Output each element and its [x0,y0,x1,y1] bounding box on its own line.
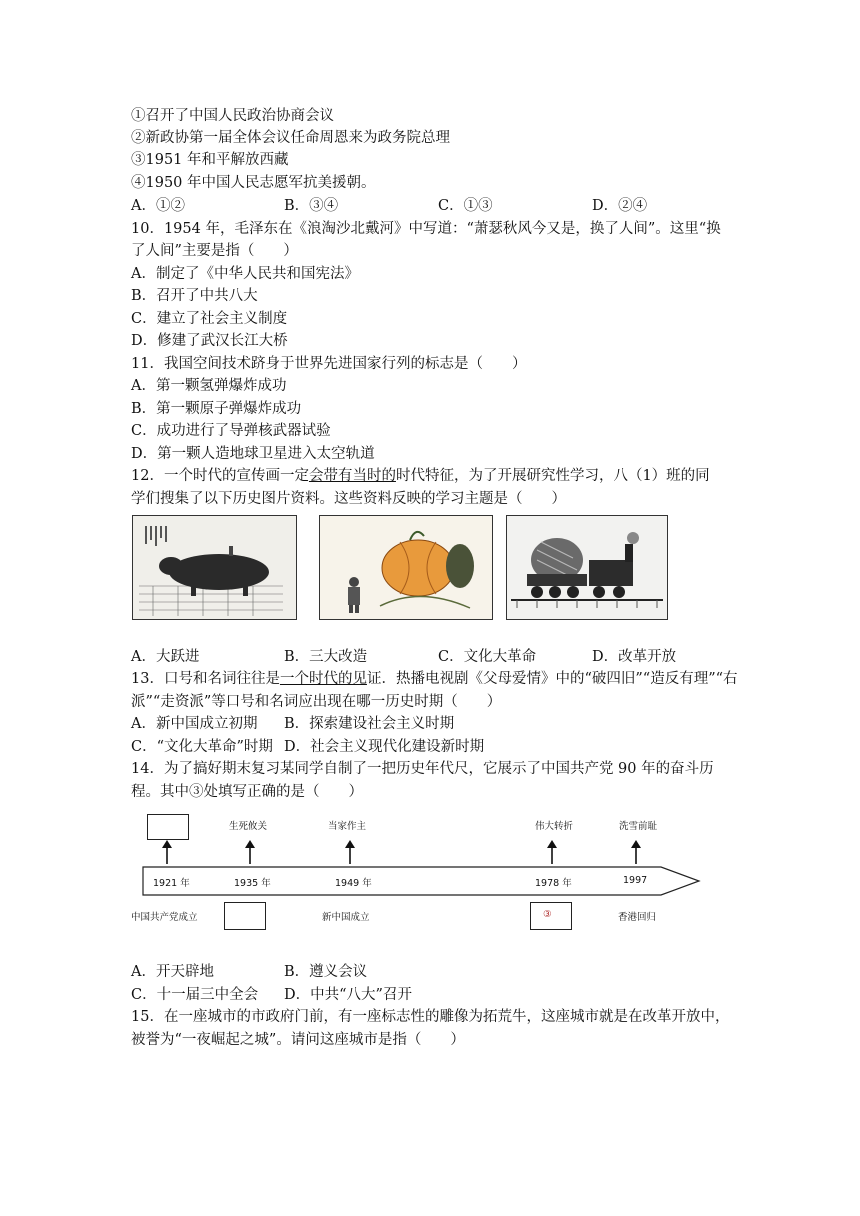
q14-stem-line2: 程。其中③处填写正确的是（ ） [131,784,363,800]
q12-option-d: D．改革开放 [592,649,677,665]
q13-stem-line1 [131,669,738,689]
propaganda-image-giant-pumpkin [319,515,493,620]
q10-option-d: D．修建了武汉长江大桥 [131,333,288,349]
q14-option-d: D．中共“八大”召开 [284,987,412,1003]
q10-stem-line1: 10．1954 年，毛泽东在《浪淘沙北戴河》中写道：“萧瑟秋风今又是，换了人间”。这里“换 [131,221,721,237]
timeline-marker-box-1978 [530,902,572,930]
timeline-arrow-graphic [131,812,701,932]
timeline-year-1978: 1978 年 [535,878,572,889]
q12-option-a: A．大跃进 [131,649,200,665]
q9-item-2: ②新政协第一届全体会议任命周恩来为政务院总理 [131,130,450,146]
q13-stem-post: 证．热播电视剧《父母爱情》中的“破四旧”“造反有理”“右 [366,671,738,687]
q11-option-a: A．第一颗氢弹爆炸成功 [131,378,287,394]
history-timeline [131,812,701,932]
timeline-bottom-label-1921: 中国共产党成立 [131,912,198,923]
q11-option-c: C．成功进行了导弹核武器试验 [131,423,331,439]
timeline-label-1978: 伟大转折 [535,821,574,832]
q9-item-1: ①召开了中国人民政治协商会议 [131,108,334,124]
q11-option-d: D．第一颗人造地球卫星进入太空轨道 [131,446,375,462]
q13-stem-line2: 派”“走资派”等口号和名词应出现在哪一历史时期（ ） [131,694,502,710]
q9-option-c: C．①③ [438,198,493,214]
q9-option-d: D．②④ [592,198,648,214]
q14-stem-line1: 14．为了搞好期末复习某同学自制了一把历史年代尺，它展示了中国共产党 90 年的奋斗历 [131,761,714,777]
timeline-blank-box-1935 [224,902,266,930]
q10-option-c: C．建立了社会主义制度 [131,311,288,327]
timeline-marker-3: ③ [543,909,552,920]
timeline-year-1935: 1935 年 [234,878,271,889]
q12-stem-line2: 学们搜集了以下历史图片资料。这些资料反映的学习主题是（ ） [131,491,566,507]
q13-option-d: D．社会主义现代化建设新时期 [284,739,485,755]
timeline-label-1997: 洗雪前耻 [619,821,658,832]
q9-option-b: B．③④ [284,198,339,214]
q10-option-a: A．制定了《中华人民共和国宪法》 [131,266,359,282]
q11-stem: 11．我国空间技术跻身于世界先进国家行列的标志是（ ） [131,356,527,372]
q13-option-c: C．“文化大革命”时期 [131,739,273,755]
q12-option-b: B．三大改造 [284,649,368,665]
timeline-year-1997: 1997 [623,875,648,886]
q9-option-a: A．①② [131,198,185,214]
q13-stem-pre: 13．口号和名词往往是 [131,671,280,687]
q13-option-a: A．新中国成立初期 [131,716,258,732]
q9-item-4: ④1950 年中国人民志愿军抗美援朝。 [131,175,376,191]
q12-stem-pre: 12．一个时代的宣传画一定 [131,468,309,484]
q11-option-b: B．第一颗原子弹爆炸成功 [131,401,302,417]
q13-stem-underlined: 一个时代的见 [279,671,367,687]
timeline-year-1949: 1949 年 [335,878,372,889]
q15-stem-line1: 15．在一座城市的市政府门前，有一座标志性的雕像为拓荒牛，这座城市就是在改革开放中， [131,1009,730,1025]
q12-stem-underlined: 会带有当时的 [308,468,396,484]
q10-stem-line2: 了人间”主要是指（ ） [131,243,298,259]
q12-stem-post: 时代特征，为了开展研究性学习，八（1）班的同 [395,468,710,484]
q9-item-3: ③1951 年和平解放西藏 [131,152,289,168]
q12-option-c: C．文化大革命 [438,649,537,665]
q13-option-b: B．探索建设社会主义时期 [284,716,455,732]
propaganda-image-grain-train [506,515,668,620]
timeline-label-1949: 当家作主 [328,821,367,832]
q14-option-b: B．遵义会议 [284,964,368,980]
q12-stem-line1 [131,466,710,486]
timeline-bottom-label-1997: 香港回归 [618,912,657,923]
q15-stem-line2: 被誉为“一夜崛起之城”。请问这座城市是指（ ） [131,1032,465,1048]
q14-option-c: C．十一届三中全会 [131,987,259,1003]
timeline-bottom-label-1949: 新中国成立 [322,912,370,923]
q14-option-a: A．开天辟地 [131,964,214,980]
timeline-year-1921: 1921 年 [153,878,190,889]
propaganda-image-giant-pig [132,515,297,620]
timeline-label-1935: 生死攸关 [229,821,268,832]
q10-option-b: B．召开了中共八大 [131,288,258,304]
